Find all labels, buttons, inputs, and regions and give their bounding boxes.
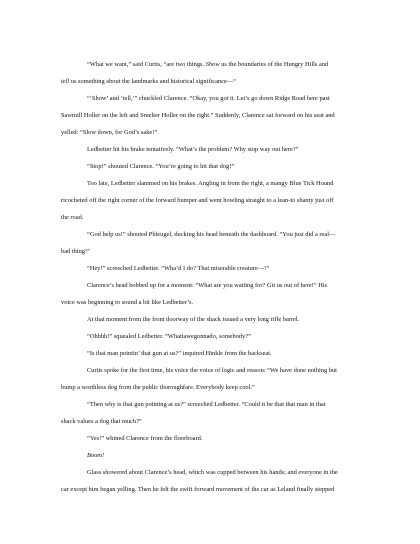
paragraph	[61, 464, 363, 498]
text-line: bad thing!”	[61, 248, 90, 255]
paragraph	[61, 328, 363, 345]
text-line: Curtis spoke for the first time, his voice the voice of logic and reason: “We have done nothing but	[87, 367, 337, 374]
text-line: Sawmill Holler on the left and Smelter Holler on the right.” Suddenly, Clarence sat forward on his seat and	[61, 112, 335, 119]
text-line: voice was beginning to sound a bit like Ledbetter’s.	[61, 299, 194, 306]
text-line: At that moment from the front doorway of the shack issued a very long rifle barrel.	[87, 316, 300, 323]
paragraph	[61, 226, 363, 260]
text-line: Ledbetter hit his brake tentatively. “What’s the problem? Why stop way out here?”	[87, 146, 299, 153]
text-line: “‘Show’ and ‘tell,’” chuckled Clarence. “Okay, you got it. Let’s go down Ridge Road here past	[87, 95, 330, 102]
paragraph	[61, 362, 363, 396]
text-line: “Stop!” shouted Clarence. “You’re going to hit that dog!”	[87, 163, 235, 170]
text-line: “Is that man pointin’ that gun at us?” inquired Hinkle from the backseat.	[87, 350, 272, 357]
paragraph	[61, 345, 363, 362]
italic-text: tell	[61, 78, 70, 85]
paragraph	[61, 447, 363, 464]
text-line: Too late, Ledbetter slammed on his brakes. Angling in from the right, a mangy Blue Tick Hound	[87, 180, 334, 187]
italic-text: Show	[205, 61, 220, 68]
paragraph	[61, 90, 363, 141]
text-line: car except him began yelling. Then he felt the swift forward movement of the car as Leland finally stepped	[61, 486, 335, 493]
paragraph	[61, 311, 363, 328]
text-line: “Yes!” whined Clarence from the floorboard.	[87, 435, 203, 442]
paragraph	[61, 277, 363, 311]
text-line: tell us something about the landmarks and historical significance—“	[61, 78, 236, 85]
text-line: “Then why is that gun pointing at us?” screeched Ledbetter. “Could it be that that man in that	[87, 401, 326, 408]
text-line: the road.	[61, 214, 84, 221]
paragraph	[61, 430, 363, 447]
text-line: yelled: “Slow down, for God’s sake!”	[61, 129, 158, 136]
paragraph	[61, 396, 363, 430]
manuscript-body	[61, 56, 363, 498]
text-line	[61, 447, 363, 464]
paragraph	[61, 56, 363, 90]
text-line: “God help us!” shouted Phleugel, ducking his head beneath the dashboard. “You just did a real—	[87, 231, 336, 238]
text-line: “Ohhhh!” squealed Ledbetter. “Whattawegonnado, somebody?”	[87, 333, 251, 340]
text-line: “Hey!” screeched Ledbetter. “Wha’d I do? That miserable creature—!”	[87, 265, 270, 272]
text-line: “What we want,” said Curtis, “are two things. Show us the boundaries of the Hungry Hills and	[87, 61, 329, 68]
paragraph	[61, 141, 363, 158]
text-line: bump a worthless dog from the public thoroughfare. Everybody keep cool.”	[61, 384, 255, 391]
text-line: shack values a dog that much?”	[61, 418, 142, 425]
text-line: Glass showered about Clarence’s head, which was cupped between his hands; and everyone in the	[87, 469, 338, 476]
paragraph	[61, 175, 363, 226]
paragraph	[61, 260, 363, 277]
paragraph	[61, 158, 363, 175]
text-line: Clarence’s head bobbed up for a moment: “What are you waiting for? Git us out of here!” His	[87, 282, 328, 289]
italic-text: Boom!	[87, 452, 105, 459]
text-line: ricocheted off the right corner of the forward bumper and went howling straight to a lean-to shanty just off	[61, 197, 334, 204]
